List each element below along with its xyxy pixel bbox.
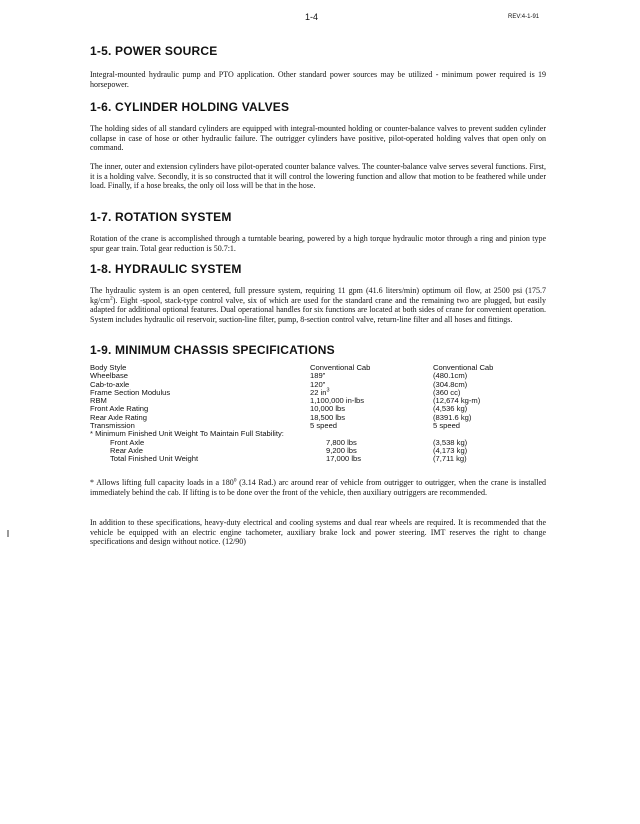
spec-metric: (8391.6 kg) (433, 412, 472, 422)
spec-label: Frame Section Modulus (90, 387, 171, 397)
closing-paragraph: In addition to these specifications, heavy-duty electrical and cooling systems and dual rear wheels are required. It is recommended that the vehicle be equipped with an electric engine tachometer, auxiliary brake lock and power steering. IMT reserves the right to change specifications and design without notice. (12/90) (90, 518, 546, 547)
weight-label: Total Finished Unit Weight (110, 454, 199, 464)
revision-code: REV:4-1-91 (508, 14, 540, 20)
spec-metric: Conventional Cab (433, 363, 494, 372)
spec-label: Wheelbase (90, 371, 128, 381)
spec-value: 5 speed (310, 421, 338, 431)
rotation-text: Rotation of the crane is accomplished through a turntable bearing, powered by a high torque hydraulic motor through a ring and pinion type spur gear train. Total gear reduction is 50.7:1. (90, 234, 546, 253)
cylinder-paragraph-2: The inner, outer and extension cylinders have pilot-operated counter balance valves. The counter-balance valve serves several functions. First, it is a holding valve. Secondly, it is so constructed that it will control the lowering function and allow that motion to be feathered while under load. Finally, if a hose breaks, the only oil loss will be that in the hose. (90, 162, 546, 191)
weight-value: 9,200 lbs (326, 445, 357, 455)
weight-value: 7,800 lbs (326, 437, 357, 447)
spec-value: 10,000 lbs (310, 404, 346, 414)
spec-label: Transmission (90, 421, 135, 431)
weight-metric: (4,173 kg) (433, 445, 468, 455)
spec-value: Conventional Cab (310, 363, 371, 372)
scan-margin-mark (7, 530, 9, 537)
weight-metric: (3,538 kg) (433, 437, 468, 447)
spec-metric: (360 cc) (433, 387, 461, 397)
degree-superscript: 0 (233, 477, 237, 484)
spec-value: 18,500 lbs (310, 412, 346, 422)
weight-label: Rear Axle (110, 445, 143, 455)
spec-label: RBM (90, 396, 107, 406)
weight-metric: (7,711 kg) (433, 454, 467, 464)
chassis-spec-table (90, 364, 523, 464)
hydraulic-text (90, 286, 546, 324)
spec-label: Front Axle Rating (90, 404, 149, 414)
heading-hydraulic-system: 1-8. HYDRAULIC SYSTEM (90, 262, 242, 276)
cubed-superscript: 3 (326, 387, 330, 394)
footnote-part-2: (3.14 Rad.) arc around rear of vehicle from outrigger to outrigger, when the crane is installed immediately behind the cab. If lifting is to be done over the front of the vehicle, then auxiliary outriggers are recommended. (90, 478, 546, 497)
footnote-part-1: * Allows lifting full capacity loads in a 180 (90, 478, 234, 487)
stability-label: * Minimum Finished Unit Weight To Maintain Full Stability: (90, 429, 284, 439)
heading-minimum-chassis-specifications: 1-9. MINIMUM CHASSIS SPECIFICATIONS (90, 343, 335, 357)
spec-metric: 5 speed (433, 421, 461, 431)
weight-row (90, 455, 523, 463)
spec-metric: (480.1cm) (433, 371, 468, 381)
spec-value: 189" (310, 371, 326, 381)
spec-label: Body Style (90, 363, 127, 372)
weight-label: Front Axle (110, 437, 145, 447)
heading-cylinder-holding-valves: 1-6. CYLINDER HOLDING VALVES (90, 100, 290, 114)
spec-value: 120" (310, 379, 326, 389)
power-source-text: Integral-mounted hydraulic pump and PTO application. Other standard power sources may be utilized - minimum power required is 19 horsepower. (90, 70, 546, 89)
cylinder-paragraph-1: The holding sides of all standard cylinders are equipped with integral-mounted holding or counter-balance valves to prevent sudden cylinder collapse in case of hose or other hydraulic failure. The outrigger cylinders have positive, pilot-operated holding valves that open only on command. (90, 124, 546, 153)
spec-metric: (12,674 kg-m) (433, 396, 481, 406)
spec-metric: (304.8cm) (433, 379, 468, 389)
hydraulic-text-part-2: ). Eight -spool, stack-type control valve, six of which are used for the standard crane and the remaining two are plugged, but easily adapted for additional optional features. Dual operational handles for six functions are located at both sides of crane for convenient operation. System includes hydraulic oil reservoir, suction-line filter, pump, 8-section control valve, return-line filter and all hoses and fittings. (90, 295, 546, 324)
hydraulic-text-part-1: The hydraulic system is an open centered, full pressure system, requiring 11 gpm (41.6 liters/min) optimum oil flow, at 2500 psi (175.7 kg/cm (90, 286, 546, 305)
spec-label: Rear Axle Rating (90, 412, 147, 422)
heading-power-source: 1-5. POWER SOURCE (90, 44, 218, 58)
squared-superscript: 2 (110, 294, 113, 301)
spec-value: 1,100,000 in-lbs (310, 396, 365, 406)
page-number: 1-4 (305, 12, 319, 22)
stability-footnote (90, 478, 546, 497)
weight-value: 17,000 lbs (326, 454, 362, 464)
heading-rotation-system: 1-7. ROTATION SYSTEM (90, 210, 232, 224)
spec-label: Cab-to-axle (90, 379, 130, 389)
spec-metric: (4,536 kg) (433, 404, 468, 414)
spec-value-text: 22 in (310, 387, 327, 397)
